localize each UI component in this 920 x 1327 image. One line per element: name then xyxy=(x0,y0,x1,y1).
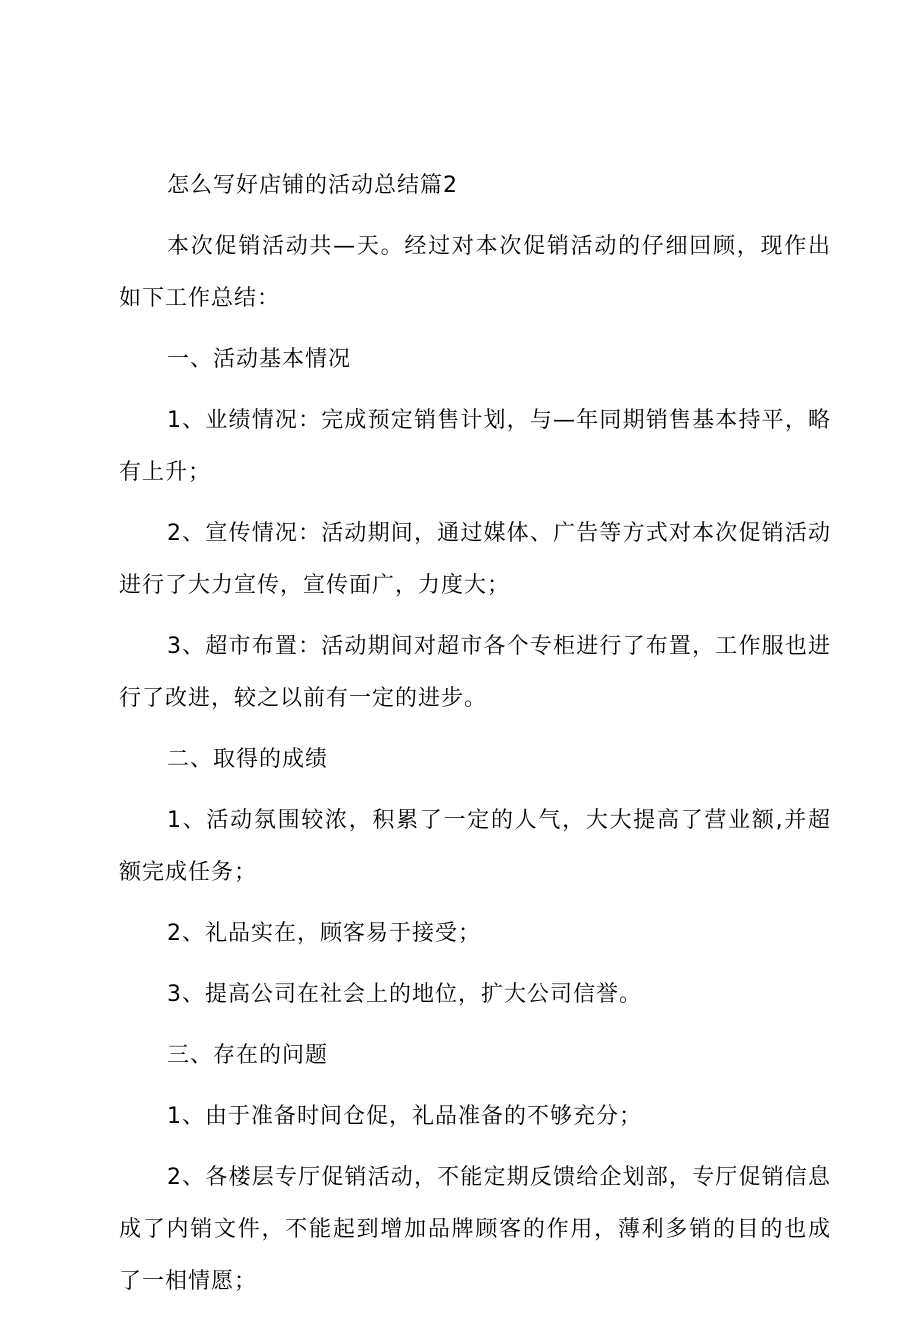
paragraph: 3、提高公司在社会上的地位，扩大公司信誉。 xyxy=(167,982,642,1007)
section-heading: 三、存在的问题 xyxy=(167,1043,329,1068)
document-body xyxy=(119,170,831,1327)
paragraph: 3、超市布置：活动期间对超市各个专柜进行了布置，工作服也进行了改进，较之以前有一定的进步。 xyxy=(119,634,831,711)
document-title: 怎么写好店铺的活动总结篇2 xyxy=(167,173,458,198)
paragraph: 2、各楼层专厅促销活动，不能定期反馈给企划部，专厅促销信息成了内销文件，不能起到增加品牌顾客的作用，薄利多销的目的也成了一相情愿； xyxy=(119,1165,831,1294)
section-heading: 二、取得的成绩 xyxy=(167,747,329,772)
section-heading: 一、活动基本情况 xyxy=(167,347,352,372)
paragraph: 1、由于准备时间仓促，礼品准备的不够充分； xyxy=(167,1104,642,1129)
paragraph: 2、宣传情况：活动期间，通过媒体、广告等方式对本次促销活动进行了大力宣传，宣传面广，力度大； xyxy=(119,521,831,598)
paragraph: 本次促销活动共—天。经过对本次促销活动的仔细回顾，现作出如下工作总结： xyxy=(119,234,831,311)
paragraph: 1、业绩情况：完成预定销售计划，与—年同期销售基本持平，略有上升； xyxy=(119,408,831,485)
paragraph: 1、活动氛围较浓，积累了一定的人气，大大提高了营业额,并超额完成任务； xyxy=(119,808,831,885)
paragraph: 2、礼品实在，顾客易于接受； xyxy=(167,921,481,946)
